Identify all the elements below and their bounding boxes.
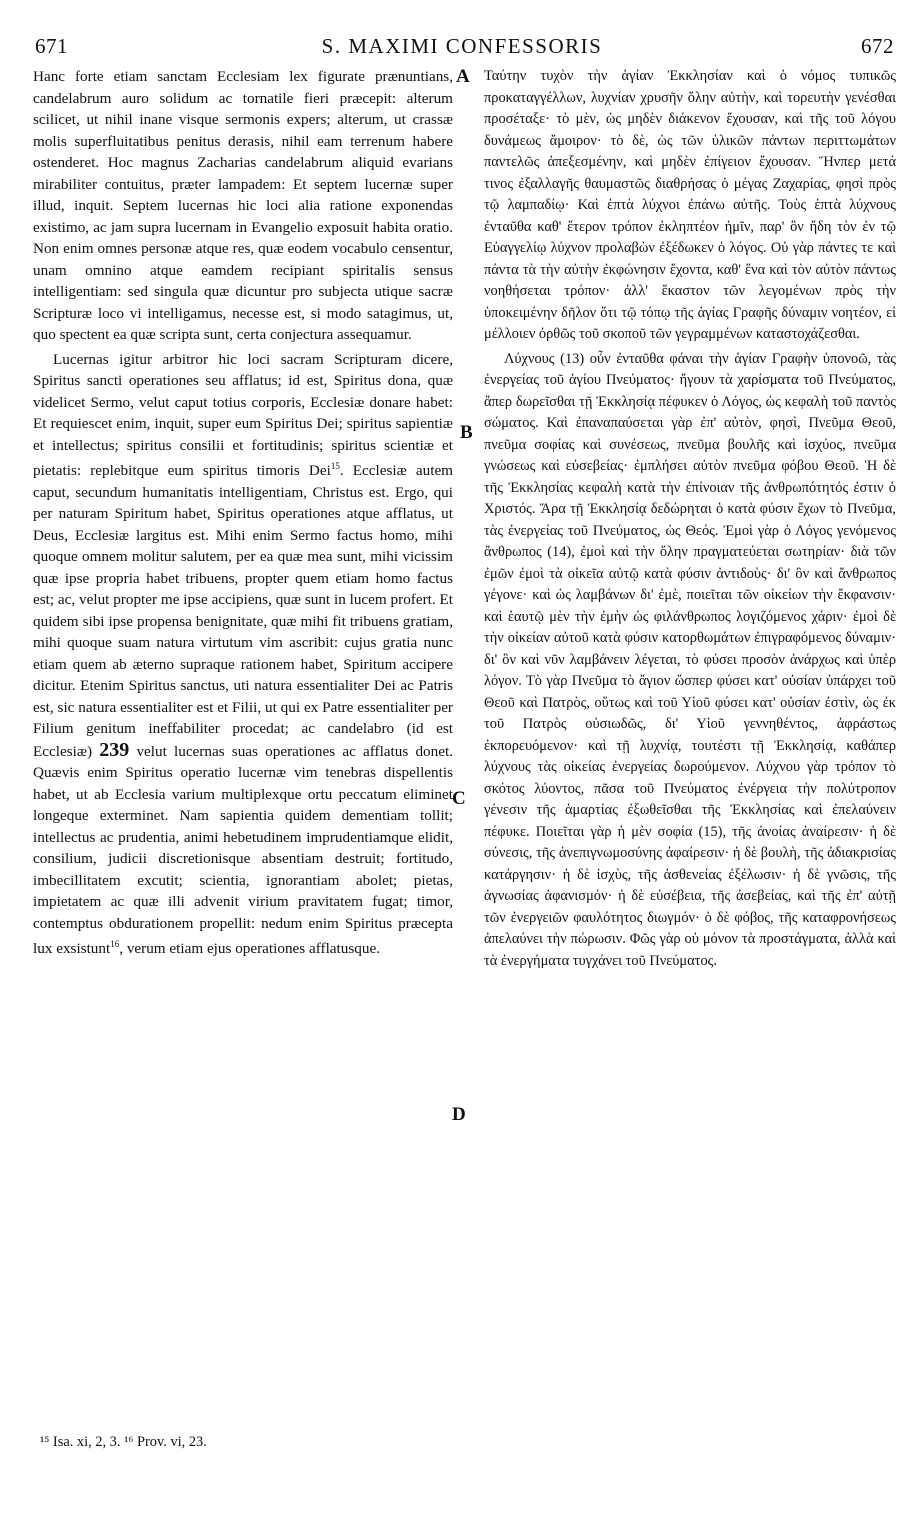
- column-number-right: 672: [861, 34, 894, 58]
- column-number-left: 671: [35, 34, 68, 58]
- latin-column: [33, 66, 453, 960]
- latin-paragraph-1: Hanc forte etiam sanctam Ecclesiam lex figurate prænuntians, candelabrum auro solidum ac tornatile fieri præcepit: alterum scilicet, ut nihil inane visque sermonis expers; alterum, ut crassæ molis superfluitatibus penitus derasis, nihil eam terrenum habere ostenderet. Hoc magnus Zacharias candelabrum aliquid evarians mirabiliter contuitus, præter lampadem: Et septem lucernæ super illud, inquit. Septem lucernas hic loci alia ratione exponendas existimo, ac jam supra lucernam in Evangelio exposuit habita oratio. Non enim omnes personæ atque res, quæ eodem vocabulo censentur, unam omnino atque eamdem recipiant spiritalis sensus intelligentiam: sed singula quæ dicuntur pro subjecta utique sacræ Scripturæ loco vi intelligamus, necesse est, si modo satagimus, ut, quo spectent ea quæ scripta sunt, certa conjectura assequamur.: [33, 68, 453, 343]
- greek-column: [484, 66, 896, 972]
- greek-paragraph-1: Ταύτην τυχὸν τὴν ἁγίαν Ἐκκλησίαν καὶ ὁ νόμος τυπικῶς προκαταγγέλλων, λυχνίαν χρυσῆν ὅλην αὐτὴν, καὶ τορευτὴν γενέσθαι προσέταξε· τὸ μὲν, ὡς μηδὲν διάκενον ἔχουσαν, καὶ τῆς τοῦ λόγου δυνάμεως ἄμοιρον· τὸ δὲ, ὡς τῶν ὑλικῶν πάντων περιττωμάτων παντελῶς ἀπεξεσμένην, καὶ μηδὲν ἐπίγειον ἔχουσαν. Ἥνπερ μετά τινος ἐξαλλαγῆς θαυμαστῶς διαθρήσας ὁ μέγας Ζαχαρίας, φησὶ πρὸς τῷ λαμπαδίῳ· Καὶ ἑπτὰ λύχνοι ἐπάνω αὐτῆς. Τοὺς ἑπτὰ λύχνους ἐνταῦθα καθ' ἕτερον τρόπον ἐκληπτέον ἡμῖν, παρ' ὃν ἤδη τὸν ἐν τῷ Εὐαγγελίῳ λύχνον προλαβὼν ἐξέδωκεν ὁ λόγος. Οὐ γὰρ πάντες τε καὶ πάντα τὰ τὴν αὐτὴν ἐκφώνησιν ἔχοντα, καθ' ἕνα καὶ τὸν αὐτὸν πάντως νοηθήσεται τρόπον· ἀλλ' ἕκαστον τῶν λεγομένων πρὸς τὴν ὑποκειμένην δῆλον ὅτι τῷ τόπῳ τῆς ἁγίας Γραφῆς δύναμιν νοητέον, εἰ μέλλοιεν ὀρθῶς τοῦ σκοποῦ τῶν γεγραμμένων καταστοχάζεσθαι.: [484, 68, 896, 342]
- margin-marker-d: D: [452, 1104, 466, 1125]
- footnotes: ¹⁵ Isa. xi, 2, 3. ¹⁶ Prov. vi, 23.: [40, 1434, 207, 1450]
- footnote-ref: 15: [330, 461, 340, 471]
- folio-number: 239: [99, 738, 130, 761]
- margin-marker-b: B: [460, 422, 473, 443]
- latin-text: velut lucernas suas operationes ac afflatus donet. Quævis enim Spiritus operatio lucernæ vim tenebras dispellentis habet, ut ab Ecclesia varium multiplexque ortu peccatum eliminet longeque exterminet. Nam sapientia quidem dementiam tollit; intellectus ac prudentia, animi hebetudinem imprudentiamque elidit, consilium, judicii discretionisque absentiam destruit; fortitudo, imbecillitatem excutit; scientia, ignorantiam abolet; pietas, impietatem ac quæ illi advenit virium pravitatem fugat; timor, contemptus obdurationem propellit: nedum enim Spiritus præcepta lux exsistunt: [33, 742, 454, 958]
- margin-marker-a: A: [456, 66, 470, 87]
- latin-text: Lucernas igitur arbitror hic loci sacram Scripturam dicere, Spiritus sancti operationes seu afflatus; id est, Spiritus dona, quæ videlicet Sermo, velut caput totius corporis, Ecclesiæ donare habet: Et requiescet enim, inquit, super eum Spiritus Dei; spiritus sapientiæ et intellectus; spiritus consilii et fortitudinis; spiritus scientiæ et pietatis: replebitque eum spiritus timoris Dei: [33, 350, 453, 480]
- latin-text: , verum etiam ejus operationes afflatusque.: [119, 940, 380, 958]
- greek-paragraph-2: Λύχνους (13) οὖν ἐνταῦθα φάναι τὴν ἁγίαν Γραφὴν ὑπονοῶ, τὰς ἐνεργείας τοῦ ἁγίου Πνεύματος· ἤγουν τὰ χαρίσματα τοῦ Πνεύματος, ἅπερ δωρεῖσθαι τῇ Ἐκκλησίᾳ πέφυκεν ὁ Λόγος, ὡς κεφαλὴ τοῦ παντὸς σώματος. Καὶ ἐπαναπαύσεται γὰρ ἐπ' αὐτὸν, φησὶ, Πνεῦμα Θεοῦ, πνεῦμα σοφίας καὶ συνέσεως, πνεῦμα βουλῆς καὶ ἰσχύος, πνεῦμα γνώσεως καὶ εὐσεβείας· ἐμπλήσει αὐτὸν πνεῦμα φόβου Θεοῦ. Ἡ δὲ τῆς Ἐκκλησίας κεφαλὴ κατὰ τὴν ἐπίνοιαν τῆς ἀνθρωπότητός ἐστιν ὁ Χριστός. Ἄρα τῇ Ἐκκλησίᾳ δεδώρηται ὁ κατὰ φύσιν ἔχων τὸ Πνεῦμα, τὰς ἐνεργείας τοῦ Πνεύματος, ὡς Θεός. Ἐμοὶ γὰρ ὁ Λόγος γενόμενος ἄνθρωπος (14), ἐμοὶ καὶ τὴν ὅλην πραγματεύεται σωτηρίαν· διὰ τῶν ἐμῶν ἐμοὶ τὰ οἰκεῖα αὐτῷ κατὰ φύσιν ἀντιδοὺς· δι' ὃν καὶ ἄνθρωπος γέγονε· καὶ ὡς λαμβάνων δι' ἐμὲ, ποιεῖται τῶν οἰκείων τὴν ἔκφανσιν· καὶ ἑαυτῷ μὲν τὴν ἐμὴν ὡς φιλάνθρωπος λογιζόμενος χάριν· ἐμοὶ δὲ τὴν οἰκείαν αὐτοῦ κατὰ φύσιν κατορθωμάτων ἐπιγραφόμενος δύναμιν· δι' ὃν καὶ νῦν λαμβάνειν λέγεται, τὸ φύσει προσὸν ἀνάρχως καὶ ὑπὲρ λόγον. Τὸ γὰρ Πνεῦμα τὸ ἅγιον ὥσπερ φύσει κατ' οὐσίαν ὑπάρχει τοῦ Θεοῦ καὶ Πατρὸς, οὕτως καὶ τοῦ Υἱοῦ φύσει κατ' οὐσίαν ἐστὶν, ὡς ἐκ τοῦ Πατρὸς οὐσιωδῶς, δι' Υἱοῦ γεννηθέντος, ἀφράστως ἐκπορευόμενον· καὶ τῇ λυχνίᾳ, τουτέστι τῇ Ἐκκλησίᾳ, καθάπερ λύχνους τὰς οἰκείας ἐνεργείας δωρούμενον. Λύχνου γὰρ τρόπον τὸ σκότος λύοντος, πᾶσα τοῦ Πνεύματος ἐνέργεια τὴν πολύτροπον γένεσιν τῆς ἁμαρτίας ἐξωθεῖσθαι τῆς Ἐκκλησίας καὶ ἐπελαύνειν πέφυκε. Ποιεῖται γὰρ ἡ μὲν σοφία (15), τῆς ἀνοίας ἀναίρεσιν· ἡ δὲ σύνεσις, τῆς ἀνεπιγνωμοσύνης ἀφαίρεσιν· ἡ δὲ βουλὴ, τῆς ἀδιακρισίας κατάργησιν· ἡ δὲ ἰσχὺς, τῆς ἀσθενείας ἐξέλωσιν· ἡ δὲ γνῶσις, τῆς ἀγνωσίας ἀφανισμόν· ἡ δὲ εὐσέβεια, τῆς ἀσεβείας, καὶ τῆς ἐπ' αὐτῇ τῶν ἐνεργειῶν φαυλότητος διωγμόν· ὁ δὲ φόβος, τῆς καταφρονήσεως ἀπελαύνει τὴν πώρωσιν. Φῶς γὰρ οὐ μόνον τὰ προστάγματα, ἀλλὰ καὶ τὰ ἐνεργήματα τυγχάνει τοῦ Πνεύματος.: [484, 350, 896, 969]
- footnote-ref: 16: [110, 939, 120, 950]
- latin-text: . Ecclesiæ autem caput, secundum humanitatis intelligentiam, Christus est. Ergo, qui per naturam Spiritum habet, Spiritus operationes atque afflatus, ut Deus, Ecclesiæ largitus est. Mihi enim Sermo factus homo, mihi quoque omnem molitur salutem, per ea quæ mea sunt, mihi vicissim quæ ipse propria habet tribuens, propter quem etiam homo factus est; ac, velut propter me ipse accipiens, quæ sunt in lucem profert. Et quidem sibi ipse propensa benignitate, quæ mihi fit tribuens gratiam, mihi quoque suam natura virtutum vim ascribit: cujus gratia nunc etiam quem ab æterno supraque rationem habet, Spiritum accipere dicitur. Etenim Spiritus sanctus, uti natura essentialiter Dei ac Patris est, sic natura essentialiter est et Filii, ut qui ex Patre essentialiter per Filium genitum ineffabiliter procedat; ac candelabro (id est Ecclesiæ): [33, 462, 453, 760]
- latin-paragraph-2: [33, 349, 453, 960]
- margin-marker-c: C: [452, 788, 466, 809]
- running-title: S. MAXIMI CONFESSORIS: [321, 34, 603, 58]
